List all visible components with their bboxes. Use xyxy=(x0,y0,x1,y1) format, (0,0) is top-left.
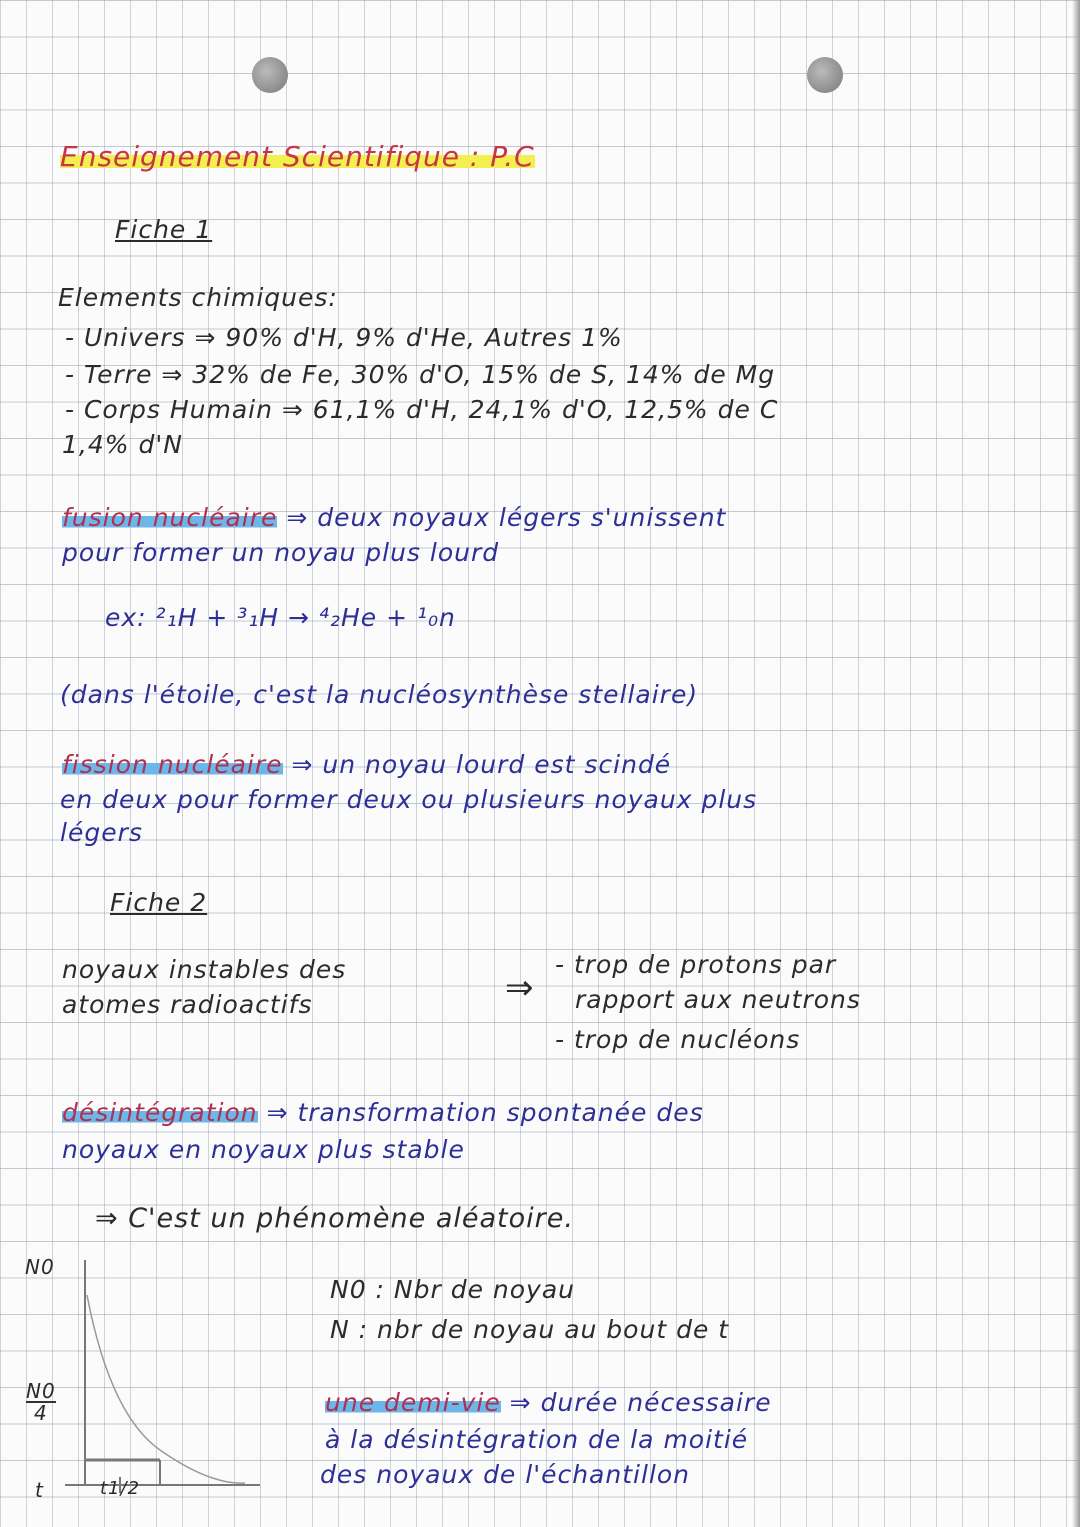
desint-line-2: noyaux en noyaux plus stable xyxy=(62,1135,465,1164)
unstable-arrow: ⇒ xyxy=(505,968,535,1008)
graph-y-label: N0 xyxy=(25,1255,55,1279)
legend-n: N : nbr de noyau au bout de t xyxy=(330,1315,730,1344)
fiche1-heading: Fiche 1 xyxy=(115,215,213,244)
halflife-definition: ⇒ durée nécessaire xyxy=(509,1388,772,1417)
binder-hole-right xyxy=(807,57,843,93)
graph-x-label: t xyxy=(35,1478,44,1502)
page-edge-shadow xyxy=(1072,0,1080,1527)
fusion-line-2: pour former un noyau plus lourd xyxy=(62,538,500,567)
fusion-term: fusion nucléaire xyxy=(62,503,278,532)
unstable-line-2: atomes radioactifs xyxy=(62,990,313,1019)
corps-line: - Corps Humain ⇒ 61,1% d'H, 24,1% d'O, 12,5% de C xyxy=(65,395,779,424)
fusion-example: ex: ²₁H + ³₁H → ⁴₂He + ¹₀n xyxy=(105,603,456,632)
unstable-bullet-1b: rapport aux neutrons xyxy=(575,985,861,1014)
graph-x-mark: t1/2 xyxy=(100,1478,141,1499)
halflife-line-3: des noyaux de l'échantillon xyxy=(320,1460,690,1489)
fission-line-2: en deux pour former deux ou plusieurs noyaux plus xyxy=(60,785,758,814)
unstable-bullet-1a: - trop de protons par xyxy=(555,950,837,979)
halflife-term: une demi-vie xyxy=(325,1388,501,1417)
page-title: Enseignement Scientifique : P.C xyxy=(60,140,535,173)
fission-definition: ⇒ un noyau lourd est scindé xyxy=(291,750,672,779)
random-phenomenon: ⇒ C'est un phénomène aléatoire. xyxy=(95,1203,574,1234)
desint-definition: ⇒ transformation spontanée des xyxy=(266,1098,704,1127)
fission-line-1 xyxy=(62,750,671,779)
fusion-line-1 xyxy=(62,503,726,532)
fission-term: fission nucléaire xyxy=(62,750,283,779)
elements-heading: Elements chimiques: xyxy=(58,283,338,312)
unstable-bullet-2: - trop de nucléons xyxy=(555,1025,801,1054)
legend-n0: N0 : Nbr de noyau xyxy=(330,1275,576,1304)
decay-curve xyxy=(87,1295,245,1483)
corps-line-cont: 1,4% d'N xyxy=(62,430,183,459)
graph-y-mark-den: 4 xyxy=(33,1401,48,1425)
fusion-definition: ⇒ deux noyaux légers s'unissent xyxy=(286,503,727,532)
univers-line: - Univers ⇒ 90% d'H, 9% d'He, Autres 1% xyxy=(65,323,623,352)
terre-line: - Terre ⇒ 32% de Fe, 30% d'O, 15% de S, 14% de Mg xyxy=(65,360,776,389)
halflife-line-2: à la désintégration de la moitié xyxy=(325,1425,749,1454)
graph-y-mark-num: N0 xyxy=(26,1379,56,1403)
graph-y-mark xyxy=(26,1375,56,1423)
desint-line-1 xyxy=(62,1098,704,1127)
fission-line-3: légers xyxy=(60,818,143,847)
desint-term: désintégration xyxy=(62,1098,258,1127)
halflife-line-1 xyxy=(325,1388,772,1417)
fiche2-heading: Fiche 2 xyxy=(110,888,208,917)
unstable-line-1: noyaux instables des xyxy=(62,955,347,984)
binder-hole-left xyxy=(252,57,288,93)
decay-graph xyxy=(20,1255,280,1505)
fusion-note: (dans l'étoile, c'est la nucléosynthèse stellaire) xyxy=(60,680,699,709)
